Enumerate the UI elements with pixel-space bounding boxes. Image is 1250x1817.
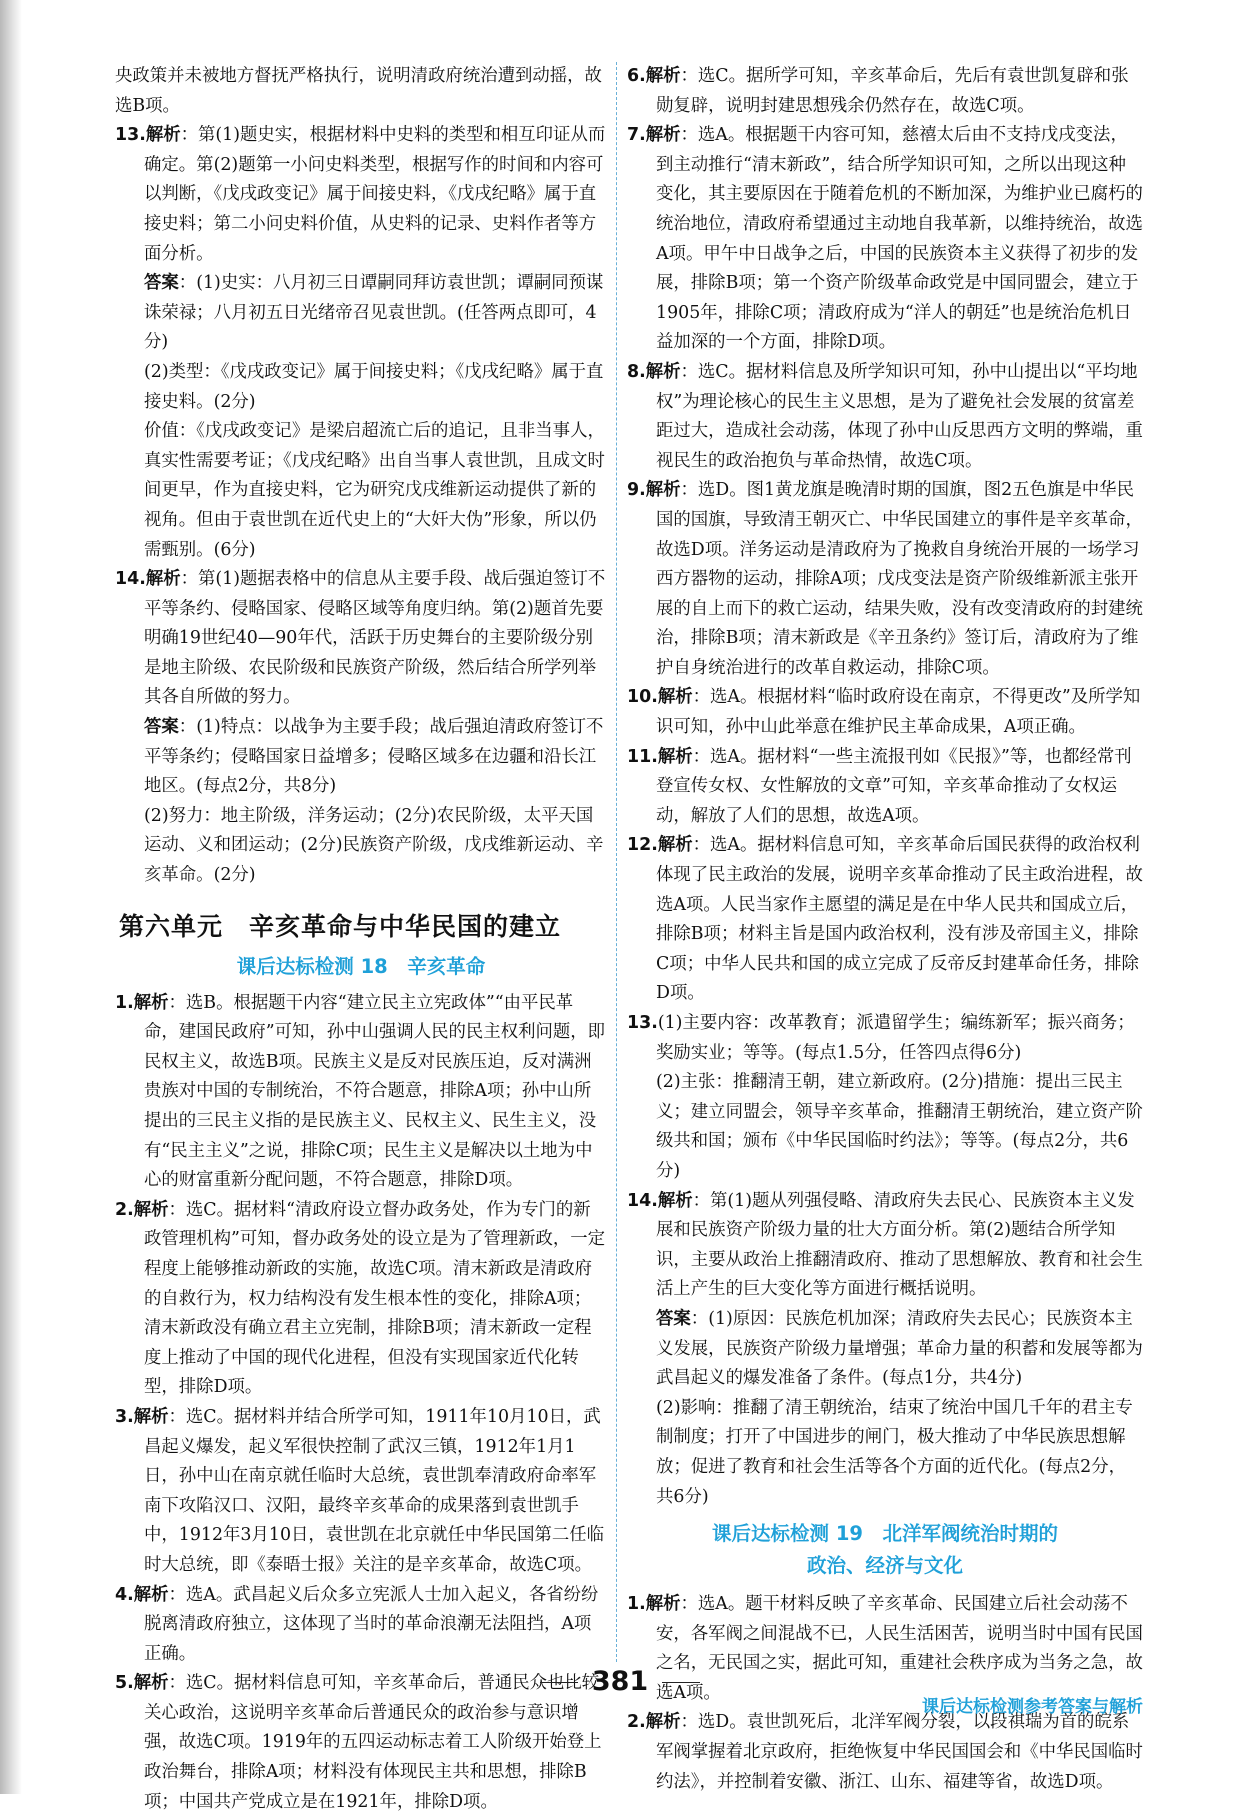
item-label: 解析 [645,1712,681,1733]
item-number: 10. [627,687,658,708]
item-label: 解析 [645,361,681,382]
list-item [627,358,1143,476]
item-text: ：选A。题干材料反映了辛亥革命、民国建立后社会动荡不安，各军阀之间混战不已，人民生活困苦，说明当时中国有民国之名，无民国之实，据此可知，重建社会秩序成为当务之急，故选A项。 [656,1594,1143,1703]
answer-13-key [115,269,607,358]
test-title-line-2: 政治、经济与文化 [806,1554,963,1578]
item-text: ：选A。根据材料“临时政府设在南京，不得更改”及所学知识可知，孙中山此举意在维护民主革命成果，A项正确。 [656,687,1141,738]
item-number: 9. [627,480,646,501]
list-item [115,1581,607,1670]
left-column [115,62,607,1817]
item-number: 14. [627,1190,658,1211]
answer-13-part3: 价值：《戊戌政变记》是梁启超流亡后的追记，且非当事人，真实性需要考证；《戊戌纪略》出自当事人袁世凯，且成文时间更早，作为直接史料，它为研究戊戌维新运动提供了新的视角。但由于袁世凯在近代史上的“大奸大伪”形象，所以仍需甄别。(6分) [144,421,605,560]
item-text: ：选C。据材料信息及所学知识可知，孙中山提出以“平均地权”为理论核心的民生主义思想，是为了避免社会发展的贫富差距过大，造成社会动荡，体现了孙中山反思西方文明的弊端，重视民生的政治抱负与革命热情，故选C项。 [656,361,1143,471]
item-label: 解析 [145,569,181,590]
test-title-line-1: 课后达标检测 19 北洋军阀统治时期的 [712,1522,1058,1546]
item-label: 解析 [133,1199,169,1220]
item-text: ：选C。据所学可知，辛亥革命后，先后有袁世凯复辟和张勋复辟，说明封建思想残余仍然存在，故选C项。 [656,66,1129,116]
test-title-18: 课后达标检测 18 辛亥革命 [236,954,486,978]
item-label: 解析 [657,1190,693,1211]
item-text: ：第(1)题史实，根据材料中史料的类型和相互印证从而确定。第(2)题第一小问史料类型，根据写作的时间和内容可以判断，《戊戌政变记》属于间接史料，《戊戌纪略》属于直接史料；第二小问史料价值，从史料的记录、史料作者等方面分析。 [144,125,606,264]
list-item [627,62,1143,121]
item-text: ：选B。根据题干内容“建立民主立宪政体”“由平民革命，建国民政府”可知，孙中山强调人民的民主权利问题，即民权主义，故选B项。民族主义是反对民族压迫，反对满洲贵族对中国的专制统治，不符合题意，排除A项；孙中山所提出的三民主义指的是民族主义、民权主义、民生主义，没有“民主主义”之说，排除C项；民生主义是解决以土地为中心的财富重新分配问题，不符合题意，排除D项。 [144,992,606,1191]
item-text: ：选A。武昌起义后众多立宪派人士加入起义，各省纷纷脱离清政府独立，这体现了当时的革命浪潮无法阻挡，A项正确。 [144,1584,599,1664]
item-text: ：第(1)题据表格中的信息从主要手段、战后强迫签订不平等条约、侵略国家、侵略区域等角度归纳。第(2)题首先要明确19世纪40—90年代，活跃于历史舞台的主要阶级分别是地主阶级、农民阶级和民族资产阶级，然后结合所学列举其各自所做的努力。 [144,569,606,708]
test-title-19 [627,1518,1143,1582]
item-label: 解析 [645,125,681,146]
answer-14 [115,565,607,713]
item-text: ：第(1)题从列强侵略、清政府失去民心、民族资本主义发展和民族资产阶级力量的壮大方面分析。第(2)题结合所学知识，主要从政治上推翻清政府、推动了思想解放、教育和社会生活上产生的巨大变化等方面进行概括说明。 [656,1190,1143,1300]
item-number: 1. [627,1594,646,1615]
answer-13 [627,1009,1143,1068]
item-text: ：选A。根据题干内容可知，慈禧太后由不支持戊戌变法，到主动推行“清末新政”，结合所学知识可知，之所以出现这种变化，其主要原因在于随着危机的不断加深，为维护业已腐朽的统治地位，清政府希望通过主动地自我革新，以维持统治，故选A项。甲午中日战争之后，中国的民族资本主义获得了初步的发展，排除B项；第一个资产阶级革命政党是中国同盟会，建立于1905年，排除C项；清政府成为“洋人的朝廷”也是统治危机日益加深的一个方面，排除D项。 [656,125,1143,353]
list-item [627,1708,1143,1797]
page-number-text: 381 [591,1666,649,1697]
answer-text: ：(1)原因：民族危机加深；清政府失去民心；民族资本主义发展，民族资产阶级力量增强；革命力量的积蓄和发展等都为武昌起义的爆发准备了条件。(每点1分，共4分) [656,1308,1143,1389]
running-footer: 课后达标检测参考答案与解析 [922,1697,1143,1717]
answer-14 [627,1187,1143,1305]
answer-13 [115,121,607,269]
dash-right [662,1682,700,1683]
item-label: 解析 [133,992,169,1013]
list-item [627,743,1143,832]
column-divider [616,62,617,1662]
answer-13-part2: (2)类型：《戊戌政变记》属于间接史料；《戊戌纪略》属于直接史料。(2分) [144,361,604,412]
answer-14-part2: (2)努力：地主阶级，洋务运动；(2分)农民阶级，太平天国运动、义和团运动；(2分)民族资产阶级，戊戌维新运动、辛亥革命。(2分) [144,805,604,886]
list-item [115,989,607,1196]
item-text: ：选C。据材料信息可知，辛亥革命后，普通民众也比较关心政治，这说明辛亥革命后普通民众的政治参与意识增强，故选C项。1919年的五四运动标志着工人阶级开始登上政治舞台，排除A项；材料没有体现民主共和思想，排除B项；中国共产党成立是在1921年，排除D项。 [144,1673,602,1812]
item-number: 2. [627,1712,646,1733]
item-number: 7. [627,125,646,146]
answer-14-key [627,1305,1143,1394]
right-column [627,62,1143,1797]
dash-left [540,1682,578,1683]
item-number: 13. [627,1013,658,1033]
answer-14-key [115,713,607,802]
list-item [627,831,1143,1009]
item-label: 解析 [657,687,693,708]
unit-title: 第六单元 辛亥革命与中华民国的建立 [119,911,562,941]
item-label: 解析 [133,1406,169,1427]
item-number: 3. [115,1406,134,1427]
page-edge-shadow [0,0,22,1794]
item-number: 11. [627,746,658,767]
item-text: ：选A。据材料“一些主流报刊如《民报》”等，也都经常刊登宣传女权、女性解放的文章”可知，辛亥革命推动了女权运动，解放了人们的思想，故选A项。 [656,746,1132,826]
answer-text: ：(1)史实：八月初三日谭嗣同拜访袁世凯；谭嗣同预谋诛荣禄；八月初五日光绪帝召见袁世凯。(任答两点即可，4分) [144,273,604,353]
item-number: 4. [115,1584,134,1605]
item-label: 解析 [133,1584,169,1605]
answer-label: 答案 [144,273,179,294]
item-text: ：选C。据材料“清政府设立督办政务处，作为专门的新政管理机构”可知，督办政务处的设立是为了管理新政，一定程度上能够推动新政的实施，故选C项。清末新政是清政府的自救行为，权力结构没有发生根本性的变化，排除A项；清末新政没有确立君主立宪制，排除B项；清末新政一定程度上推动了中国的现代化进程，但没有实现国家近代化转型，排除D项。 [144,1199,606,1398]
list-item [627,121,1143,358]
item-label: 解析 [657,746,693,767]
item-number: 13. [115,125,146,146]
answer-14-part2: (2)影响：推翻了清王朝统治，结束了统治中国几千年的君主专制制度；打开了中国进步的闸门，极大推动了中华民族思想解放；促进了教育和社会生活等各个方面的近代化。(每点2分，共6分) [656,1397,1133,1507]
item-number: 1. [115,992,134,1013]
item-number: 2. [115,1199,134,1220]
page-number [520,1666,720,1697]
item-label: 解析 [657,835,693,856]
item-number: 14. [115,569,146,590]
answer-text: ：(1)特点：以战争为主要手段；战后强迫清政府签订不平等条约；侵略国家日益增多；侵略区域多在边疆和沿长江地区。(每点2分，共8分) [144,717,604,797]
answer-label: 答案 [144,717,179,738]
item-text: ：选D。袁世凯死后，北洋军阀分裂，以段祺瑞为首的皖系军阀掌握着北京政府，拒绝恢复中华民国国会和《中华民国临时约法》，并控制着安徽、浙江、山东、福建等省，故选D项。 [656,1712,1143,1792]
list-item [627,476,1143,683]
item-number: 6. [627,66,646,86]
continuation-text: 央政策并未被地方督抚严格执行，说明清政府统治遭到动摇，故选B项。 [115,66,602,116]
item-number: 8. [627,361,646,382]
item-label: 解析 [145,125,181,146]
list-item [627,683,1143,742]
item-label: 解析 [133,1673,169,1694]
list-item [115,1403,607,1581]
item-text: (1)主要内容：改革教育；派遣留学生；编练新军；振兴商务；奖励实业；等等。(每点1.5分，任答四点得6分) [656,1013,1135,1063]
item-label: 解析 [645,66,681,86]
item-text: ：选A。据材料信息可知，辛亥革命后国民获得的政治权利体现了民主政治的发展，说明辛亥革命推动了民主政治进程，故选A项。人民当家作主愿望的满足是在中华人民共和国成立后，排除B项；材料主旨是国内政治权利，没有涉及帝国主义，排除C项；中华人民共和国的成立完成了反帝反封建革命任务，排除D项。 [656,835,1143,1004]
item-label: 解析 [645,480,681,501]
item-text: ：选D。图1黄龙旗是晚清时期的国旗，图2五色旗是中华民国的国旗，导致清王朝灭亡、中华民国建立的事件是辛亥革命，故选D项。洋务运动是清政府为了挽救自身统治开展的一场学习西方器物的运动，排除A项；戊戌变法是资产阶级维新派主张开展的自上而下的救亡运动，结果失败，没有改变清政府的封建统治，排除B项；清末新政是《辛丑条约》签订后，清政府为了维护自身统治进行的改革自救运动，排除C项。 [656,480,1143,678]
list-item [115,1196,607,1403]
item-text: ：选C。据材料并结合所学可知，1911年10月10日，武昌起义爆发，起义军很快控制了武汉三镇，1912年1月1日，孙中山在南京就任临时大总统，袁世凯奉清政府命率军南下攻陷汉口、汉阳，最终辛亥革命的成果落到袁世凯手中，1912年3月10日，袁世凯在北京就任中华民国第二任临时大总统，即《泰晤士报》关注的是辛亥革命，故选C项。 [144,1406,605,1575]
item-number: 12. [627,835,658,856]
item-label: 解析 [645,1594,681,1615]
answer-13-part2: (2)主张：推翻清王朝，建立新政府。(2分)措施：提出三民主义；建立同盟会，领导辛亥革命，推翻清王朝统治，建立资产阶级共和国；颁布《中华民国临时约法》；等等。(每点2分，共6分) [656,1072,1143,1181]
answer-label: 答案 [656,1308,691,1329]
item-number: 5. [115,1673,134,1694]
